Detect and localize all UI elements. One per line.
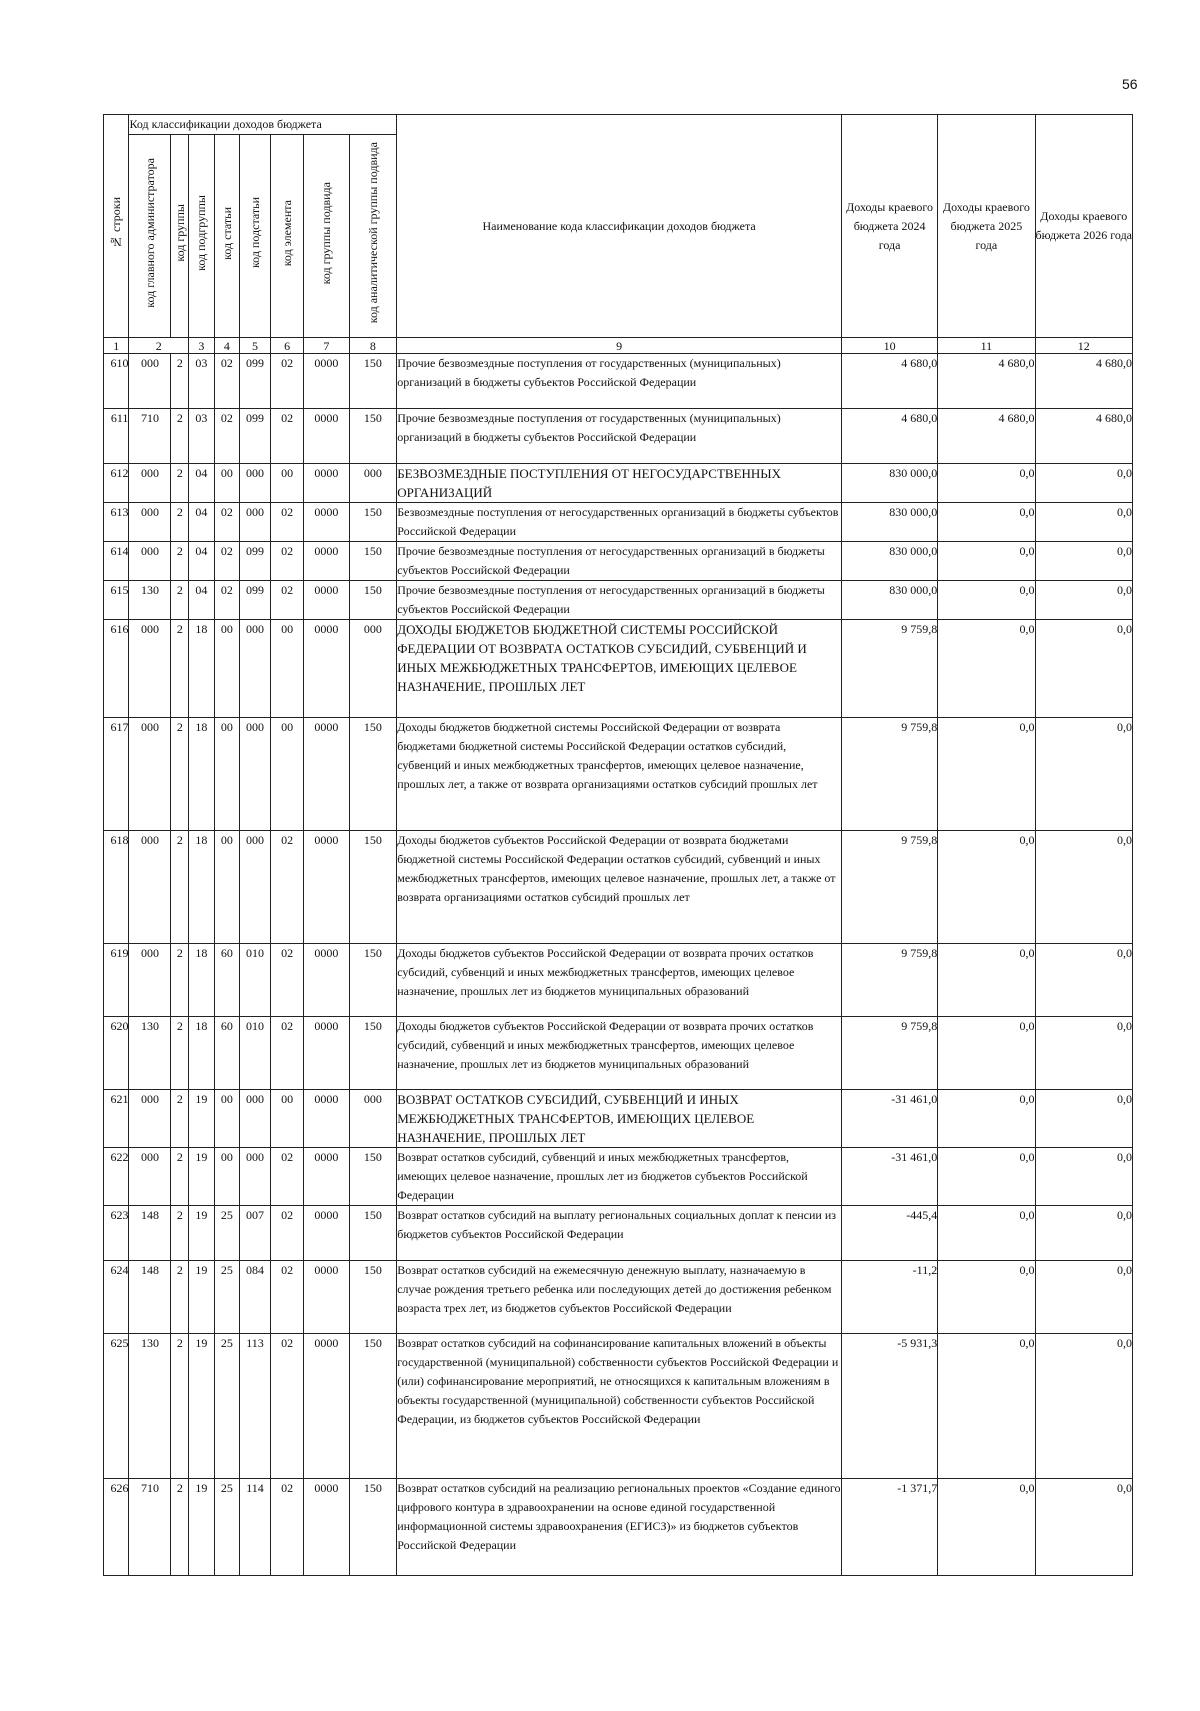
code-cell: 19 — [189, 1334, 214, 1479]
code-cell: 00 — [214, 1090, 239, 1148]
row-number-header: № строки — [104, 115, 129, 338]
code-cell: 2 — [171, 354, 189, 409]
income-name-cell: Возврат остатков субсидий на софинансирование капитальных вложений в объекты государственной (муниципальной) собственности субъектов Российской Федерации и (или) софинансирование мероприятий, не относящихся к капитальным вложениям в объекты государственной (муниципальной) собственности субъектов Российской Федерации, из бюджетов субъектов Российской Федерации — [397, 1334, 842, 1479]
income-2025-cell: 0,0 — [938, 1261, 1035, 1334]
income-name-cell: Прочие безвозмездные поступления от негосударственных организаций в бюджеты субъектов Российской Федерации — [397, 542, 842, 581]
code-cell: 150 — [349, 1261, 397, 1334]
code-cell: 00 — [271, 1090, 304, 1148]
code-cell: 02 — [214, 581, 239, 620]
code-cell: 150 — [349, 1479, 397, 1576]
table-row — [104, 831, 1133, 944]
code-cell: 148 — [129, 1261, 171, 1334]
code-cell: 130 — [129, 581, 171, 620]
income-2025-cell: 0,0 — [938, 1479, 1035, 1576]
code-cell: 00 — [214, 831, 239, 944]
table-row — [104, 1261, 1133, 1334]
code-cell: 2 — [171, 503, 189, 542]
code-cell: 2 — [171, 620, 189, 718]
row-number-cell: 615 — [104, 581, 129, 620]
column-number: 11 — [938, 338, 1035, 354]
income-name-cell: ДОХОДЫ БЮДЖЕТОВ БЮДЖЕТНОЙ СИСТЕМЫ РОССИЙСКОЙ ФЕДЕРАЦИИ ОТ ВОЗВРАТА ОСТАТКОВ СУБСИДИЙ, СУБВЕНЦИЙ И ИНЫХ МЕЖБЮДЖЕТНЫХ ТРАНСФЕРТОВ, ИМЕЮЩИХ ЦЕЛЕВОЕ НАЗНАЧЕНИЕ, ПРОШЛЫХ ЛЕТ — [397, 620, 842, 718]
row-number-cell: 618 — [104, 831, 129, 944]
code-cell: 2 — [171, 1148, 189, 1206]
code-cell: 19 — [189, 1479, 214, 1576]
page-number: 56 — [1122, 76, 1138, 92]
code-cell: 0000 — [304, 542, 349, 581]
code-cell: 150 — [349, 581, 397, 620]
code-cell: 000 — [349, 620, 397, 718]
column-number: 9 — [397, 338, 842, 354]
code-cell: 150 — [349, 1148, 397, 1206]
income-2025-cell: 0,0 — [938, 1090, 1035, 1148]
column-number: 7 — [304, 338, 349, 354]
code-cell: 0000 — [304, 620, 349, 718]
row-number-cell: 622 — [104, 1148, 129, 1206]
row-number-cell: 610 — [104, 354, 129, 409]
code-cell: 114 — [240, 1479, 271, 1576]
code-cell: 000 — [240, 620, 271, 718]
code-cell: 00 — [214, 464, 239, 503]
row-number-cell: 626 — [104, 1479, 129, 1576]
code-cell: 150 — [349, 1206, 397, 1261]
table-row — [104, 581, 1133, 620]
code-cell: 000 — [129, 620, 171, 718]
income-2025-cell: 0,0 — [938, 1334, 1035, 1479]
income-2026-cell: 0,0 — [1035, 1017, 1132, 1090]
code-cell: 2 — [171, 1206, 189, 1261]
income-name-cell: Возврат остатков субсидий на ежемесячную денежную выплату, назначаемую в случае рождения третьего ребенка или последующих детей до достижения ребенком возраста трех лет, из бюджетов субъектов Российской Федерации — [397, 1261, 842, 1334]
table-row — [104, 354, 1133, 409]
income-name-cell: БЕЗВОЗМЕЗДНЫЕ ПОСТУПЛЕНИЯ ОТ НЕГОСУДАРСТВЕННЫХ ОРГАНИЗАЦИЙ — [397, 464, 842, 503]
income-2026-cell: 0,0 — [1035, 620, 1132, 718]
income-name-cell: Безвозмездные поступления от негосударственных организаций в бюджеты субъектов Российской Федерации — [397, 503, 842, 542]
code-cell: 2 — [171, 542, 189, 581]
income-2026-cell: 0,0 — [1035, 1334, 1132, 1479]
income-name-cell: Доходы бюджетов субъектов Российской Федерации от возврата прочих остатков субсидий, субвенций и иных межбюджетных трансфертов, имеющих целевое назначение, прошлых лет из бюджетов муниципальных образований — [397, 944, 842, 1017]
code-cell: 000 — [240, 831, 271, 944]
code-cell: 000 — [129, 354, 171, 409]
code-cell: 084 — [240, 1261, 271, 1334]
code-cell: 000 — [129, 831, 171, 944]
income-2026-cell: 0,0 — [1035, 464, 1132, 503]
column-number: 5 — [240, 338, 271, 354]
code-cell: 02 — [271, 503, 304, 542]
income-2025-cell: 0,0 — [938, 831, 1035, 944]
table-row — [104, 944, 1133, 1017]
income-2025-cell: 0,0 — [938, 542, 1035, 581]
code-cell: 00 — [214, 620, 239, 718]
row-number-cell: 612 — [104, 464, 129, 503]
income-name-cell: Прочие безвозмездные поступления от государственных (муниципальных) организаций в бюджеты субъектов Российской Федерации — [397, 354, 842, 409]
income-2024-cell: 9 759,8 — [841, 1017, 937, 1090]
income-2024-cell: -31 461,0 — [841, 1090, 937, 1148]
row-number-cell: 621 — [104, 1090, 129, 1148]
code-cell: 710 — [129, 1479, 171, 1576]
code-cell: 2 — [171, 409, 189, 464]
income-name-cell: Доходы бюджетов субъектов Российской Федерации от возврата бюджетами бюджетной системы Российской Федерации остатков субсидий, субвенций и иных межбюджетных трансфертов, имеющих целевое назначение, прошлых лет, а также от возврата организациями остатков субсидий прошлых лет — [397, 831, 842, 944]
code-cell: 18 — [189, 718, 214, 831]
income-2024-cell: 4 680,0 — [841, 354, 937, 409]
income-2025-cell: 4 680,0 — [938, 409, 1035, 464]
code-cell: 02 — [271, 1017, 304, 1090]
code-cell: 00 — [214, 1148, 239, 1206]
code-cell: 0000 — [304, 581, 349, 620]
income-2024-cell: 4 680,0 — [841, 409, 937, 464]
code-cell: 2 — [171, 1479, 189, 1576]
column-number: 2 — [129, 338, 189, 354]
code-cell: 0000 — [304, 1479, 349, 1576]
code-cell: 000 — [240, 503, 271, 542]
row-number-cell: 624 — [104, 1261, 129, 1334]
code-cell: 18 — [189, 620, 214, 718]
income-2025-cell: 4 680,0 — [938, 354, 1035, 409]
row-number-cell: 617 — [104, 718, 129, 831]
code-cell: 04 — [189, 542, 214, 581]
code-cell: 000 — [129, 464, 171, 503]
income-2025-cell: 0,0 — [938, 464, 1035, 503]
code-cell: 60 — [214, 944, 239, 1017]
table-row — [104, 1148, 1133, 1206]
code-cell: 000 — [129, 718, 171, 831]
column-number-row — [104, 338, 1133, 354]
income-2025-cell: 0,0 — [938, 1148, 1035, 1206]
income-2026-cell: 4 680,0 — [1035, 354, 1132, 409]
subarticle-code-header: код подстатьи — [240, 135, 271, 338]
code-cell: 130 — [129, 1017, 171, 1090]
code-cell: 000 — [240, 718, 271, 831]
row-number-cell: 613 — [104, 503, 129, 542]
table-row — [104, 409, 1133, 464]
code-cell: 2 — [171, 944, 189, 1017]
code-cell: 0000 — [304, 1090, 349, 1148]
code-cell: 000 — [240, 464, 271, 503]
table-row — [104, 503, 1133, 542]
code-cell: 0000 — [304, 1017, 349, 1090]
code-cell: 00 — [271, 718, 304, 831]
table-body — [104, 354, 1133, 1576]
code-cell: 02 — [271, 409, 304, 464]
code-cell: 00 — [271, 464, 304, 503]
code-cell: 25 — [214, 1206, 239, 1261]
subtype-group-code-header: код группы подвида — [304, 135, 349, 338]
code-cell: 18 — [189, 831, 214, 944]
table-row — [104, 718, 1133, 831]
code-cell: 0000 — [304, 354, 349, 409]
column-number: 1 — [104, 338, 129, 354]
code-cell: 02 — [271, 581, 304, 620]
column-number: 3 — [189, 338, 214, 354]
income-name-cell: Возврат остатков субсидий на выплату региональных социальных доплат к пенсии из бюджетов субъектов Российской Федерации — [397, 1206, 842, 1261]
code-cell: 04 — [189, 503, 214, 542]
income-2025-cell: 0,0 — [938, 1206, 1035, 1261]
income-2026-cell: 0,0 — [1035, 581, 1132, 620]
table-row — [104, 620, 1133, 718]
code-cell: 25 — [214, 1479, 239, 1576]
code-cell: 710 — [129, 409, 171, 464]
row-number-cell: 614 — [104, 542, 129, 581]
table-row — [104, 464, 1133, 503]
income-2025-cell: 0,0 — [938, 503, 1035, 542]
income-2026-cell: 0,0 — [1035, 944, 1132, 1017]
income-2024-cell: -31 461,0 — [841, 1148, 937, 1206]
income-2024-cell: 830 000,0 — [841, 581, 937, 620]
code-cell: 00 — [271, 620, 304, 718]
income-2024-cell: 9 759,8 — [841, 831, 937, 944]
name-column-header: Наименование кода классификации доходов бюджета — [397, 115, 842, 338]
income-2026-cell: 0,0 — [1035, 718, 1132, 831]
code-cell: 19 — [189, 1206, 214, 1261]
row-number-cell: 620 — [104, 1017, 129, 1090]
code-cell: 099 — [240, 581, 271, 620]
income-name-cell: ВОЗВРАТ ОСТАТКОВ СУБСИДИЙ, СУБВЕНЦИЙ И ИНЫХ МЕЖБЮДЖЕТНЫХ ТРАНСФЕРТОВ, ИМЕЮЩИХ ЦЕЛЕВОЕ НАЗНАЧЕНИЕ, ПРОШЛЫХ ЛЕТ — [397, 1090, 842, 1148]
code-cell: 099 — [240, 542, 271, 581]
table-row — [104, 1479, 1133, 1576]
code-cell: 04 — [189, 581, 214, 620]
code-cell: 000 — [240, 1148, 271, 1206]
table-row — [104, 1206, 1133, 1261]
code-cell: 02 — [214, 409, 239, 464]
income-2024-header: Доходы краевого бюджета 2024 года — [841, 115, 937, 338]
code-cell: 150 — [349, 542, 397, 581]
code-cell: 02 — [271, 1479, 304, 1576]
row-number-cell: 616 — [104, 620, 129, 718]
code-cell: 000 — [349, 1090, 397, 1148]
code-cell: 02 — [271, 944, 304, 1017]
code-cell: 18 — [189, 944, 214, 1017]
classification-group-header: Код классификации доходов бюджета — [129, 115, 397, 135]
code-cell: 0000 — [304, 1261, 349, 1334]
code-cell: 150 — [349, 503, 397, 542]
code-cell: 00 — [214, 718, 239, 831]
income-2024-cell: 830 000,0 — [841, 542, 937, 581]
table-row — [104, 1017, 1133, 1090]
code-cell: 010 — [240, 1017, 271, 1090]
income-2026-cell: 0,0 — [1035, 1261, 1132, 1334]
income-2026-cell: 0,0 — [1035, 1090, 1132, 1148]
code-cell: 02 — [271, 354, 304, 409]
income-name-cell: Доходы бюджетов бюджетной системы Российской Федерации от возврата бюджетами бюджетной системы Российской Федерации остатков субсидий, субвенций и иных межбюджетных трансфертов, имеющих целевое назначение, прошлых лет, а также от возврата организациями остатков субсидий прошлых лет — [397, 718, 842, 831]
code-cell: 02 — [271, 542, 304, 581]
code-cell: 150 — [349, 354, 397, 409]
code-cell: 25 — [214, 1334, 239, 1479]
code-cell: 02 — [214, 542, 239, 581]
code-cell: 02 — [271, 1334, 304, 1479]
code-cell: 0000 — [304, 409, 349, 464]
income-2024-cell: -5 931,3 — [841, 1334, 937, 1479]
code-cell: 130 — [129, 1334, 171, 1479]
code-cell: 2 — [171, 1334, 189, 1479]
code-cell: 007 — [240, 1206, 271, 1261]
code-cell: 03 — [189, 409, 214, 464]
row-number-cell: 611 — [104, 409, 129, 464]
code-cell: 02 — [271, 1206, 304, 1261]
income-2026-cell: 0,0 — [1035, 1206, 1132, 1261]
income-2026-cell: 4 680,0 — [1035, 409, 1132, 464]
code-cell: 25 — [214, 1261, 239, 1334]
code-cell: 02 — [214, 503, 239, 542]
column-number: 8 — [349, 338, 397, 354]
code-cell: 000 — [129, 944, 171, 1017]
code-cell: 000 — [349, 464, 397, 503]
code-cell: 2 — [171, 1090, 189, 1148]
code-cell: 000 — [240, 1090, 271, 1148]
income-2026-cell: 0,0 — [1035, 542, 1132, 581]
code-cell: 2 — [171, 581, 189, 620]
code-cell: 150 — [349, 718, 397, 831]
income-2024-cell: 830 000,0 — [841, 503, 937, 542]
income-name-cell: Прочие безвозмездные поступления от негосударственных организаций в бюджеты субъектов Российской Федерации — [397, 581, 842, 620]
code-cell: 113 — [240, 1334, 271, 1479]
code-cell: 19 — [189, 1148, 214, 1206]
column-number: 4 — [214, 338, 239, 354]
income-2026-cell: 0,0 — [1035, 503, 1132, 542]
income-2026-cell: 0,0 — [1035, 1479, 1132, 1576]
admin-code-header: код главного администратора — [129, 135, 171, 338]
income-2025-cell: 0,0 — [938, 944, 1035, 1017]
code-cell: 0000 — [304, 718, 349, 831]
code-cell: 2 — [171, 1017, 189, 1090]
code-cell: 18 — [189, 1017, 214, 1090]
income-2024-cell: 9 759,8 — [841, 620, 937, 718]
income-2024-cell: -445,4 — [841, 1206, 937, 1261]
subgroup-code-header: код подгруппы — [189, 135, 214, 338]
code-cell: 0000 — [304, 831, 349, 944]
code-cell: 0000 — [304, 1334, 349, 1479]
budget-income-table — [103, 114, 1133, 1576]
code-cell: 000 — [129, 503, 171, 542]
code-cell: 010 — [240, 944, 271, 1017]
code-cell: 148 — [129, 1206, 171, 1261]
income-2025-cell: 0,0 — [938, 1017, 1035, 1090]
income-name-cell: Доходы бюджетов субъектов Российской Федерации от возврата прочих остатков субсидий, субвенций и иных межбюджетных трансфертов, имеющих целевое назначение, прошлых лет из бюджетов муниципальных образований — [397, 1017, 842, 1090]
income-name-cell: Возврат остатков субсидий, субвенций и иных межбюджетных трансфертов, имеющих целевое назначение, прошлых лет из бюджетов субъектов Российской Федерации — [397, 1148, 842, 1206]
income-2024-cell: 9 759,8 — [841, 718, 937, 831]
group-code-header: код группы — [171, 135, 189, 338]
income-2024-cell: -1 371,7 — [841, 1479, 937, 1576]
code-cell: 0000 — [304, 464, 349, 503]
code-cell: 2 — [171, 464, 189, 503]
code-cell: 02 — [214, 354, 239, 409]
code-cell: 2 — [171, 831, 189, 944]
code-cell: 19 — [189, 1090, 214, 1148]
column-number: 10 — [841, 338, 937, 354]
article-code-header: код статьи — [214, 135, 239, 338]
income-2024-cell: -11,2 — [841, 1261, 937, 1334]
income-name-cell: Прочие безвозмездные поступления от государственных (муниципальных) организаций в бюджеты субъектов Российской Федерации — [397, 409, 842, 464]
column-number: 6 — [271, 338, 304, 354]
code-cell: 60 — [214, 1017, 239, 1090]
row-number-cell: 623 — [104, 1206, 129, 1261]
income-2025-header: Доходы краевого бюджета 2025 года — [938, 115, 1035, 338]
code-cell: 099 — [240, 409, 271, 464]
code-cell: 099 — [240, 354, 271, 409]
code-cell: 04 — [189, 464, 214, 503]
code-cell: 0000 — [304, 1206, 349, 1261]
code-cell: 02 — [271, 1148, 304, 1206]
code-cell: 150 — [349, 1017, 397, 1090]
table-row — [104, 542, 1133, 581]
code-cell: 000 — [129, 542, 171, 581]
row-number-cell: 625 — [104, 1334, 129, 1479]
code-cell: 03 — [189, 354, 214, 409]
income-2025-cell: 0,0 — [938, 581, 1035, 620]
code-cell: 02 — [271, 1261, 304, 1334]
code-cell: 150 — [349, 409, 397, 464]
code-cell: 0000 — [304, 503, 349, 542]
analytic-group-code-header: код аналитической группы подвида — [349, 135, 397, 338]
income-name-cell: Возврат остатков субсидий на реализацию региональных проектов «Создание единого цифрового контура в здравоохранении на основе единой государственной информационной системы здравоохранения (ЕГИСЗ)» из бюджетов субъектов Российской Федерации — [397, 1479, 842, 1576]
income-2024-cell: 9 759,8 — [841, 944, 937, 1017]
income-2025-cell: 0,0 — [938, 718, 1035, 831]
table-row — [104, 1334, 1133, 1479]
code-cell: 02 — [271, 831, 304, 944]
income-2026-cell: 0,0 — [1035, 831, 1132, 944]
code-cell: 000 — [129, 1090, 171, 1148]
code-cell: 000 — [129, 1148, 171, 1206]
code-cell: 19 — [189, 1261, 214, 1334]
table-row — [104, 1090, 1133, 1148]
column-number: 12 — [1035, 338, 1132, 354]
income-2026-cell: 0,0 — [1035, 1148, 1132, 1206]
income-2025-cell: 0,0 — [938, 620, 1035, 718]
code-cell: 150 — [349, 831, 397, 944]
code-cell: 0000 — [304, 944, 349, 1017]
code-cell: 2 — [171, 718, 189, 831]
income-2026-header: Доходы краевого бюджета 2026 года — [1035, 115, 1132, 338]
code-cell: 0000 — [304, 1148, 349, 1206]
code-cell: 150 — [349, 1334, 397, 1479]
code-cell: 2 — [171, 1261, 189, 1334]
income-2024-cell: 830 000,0 — [841, 464, 937, 503]
code-cell: 150 — [349, 944, 397, 1017]
element-code-header: код элемента — [271, 135, 304, 338]
row-number-cell: 619 — [104, 944, 129, 1017]
